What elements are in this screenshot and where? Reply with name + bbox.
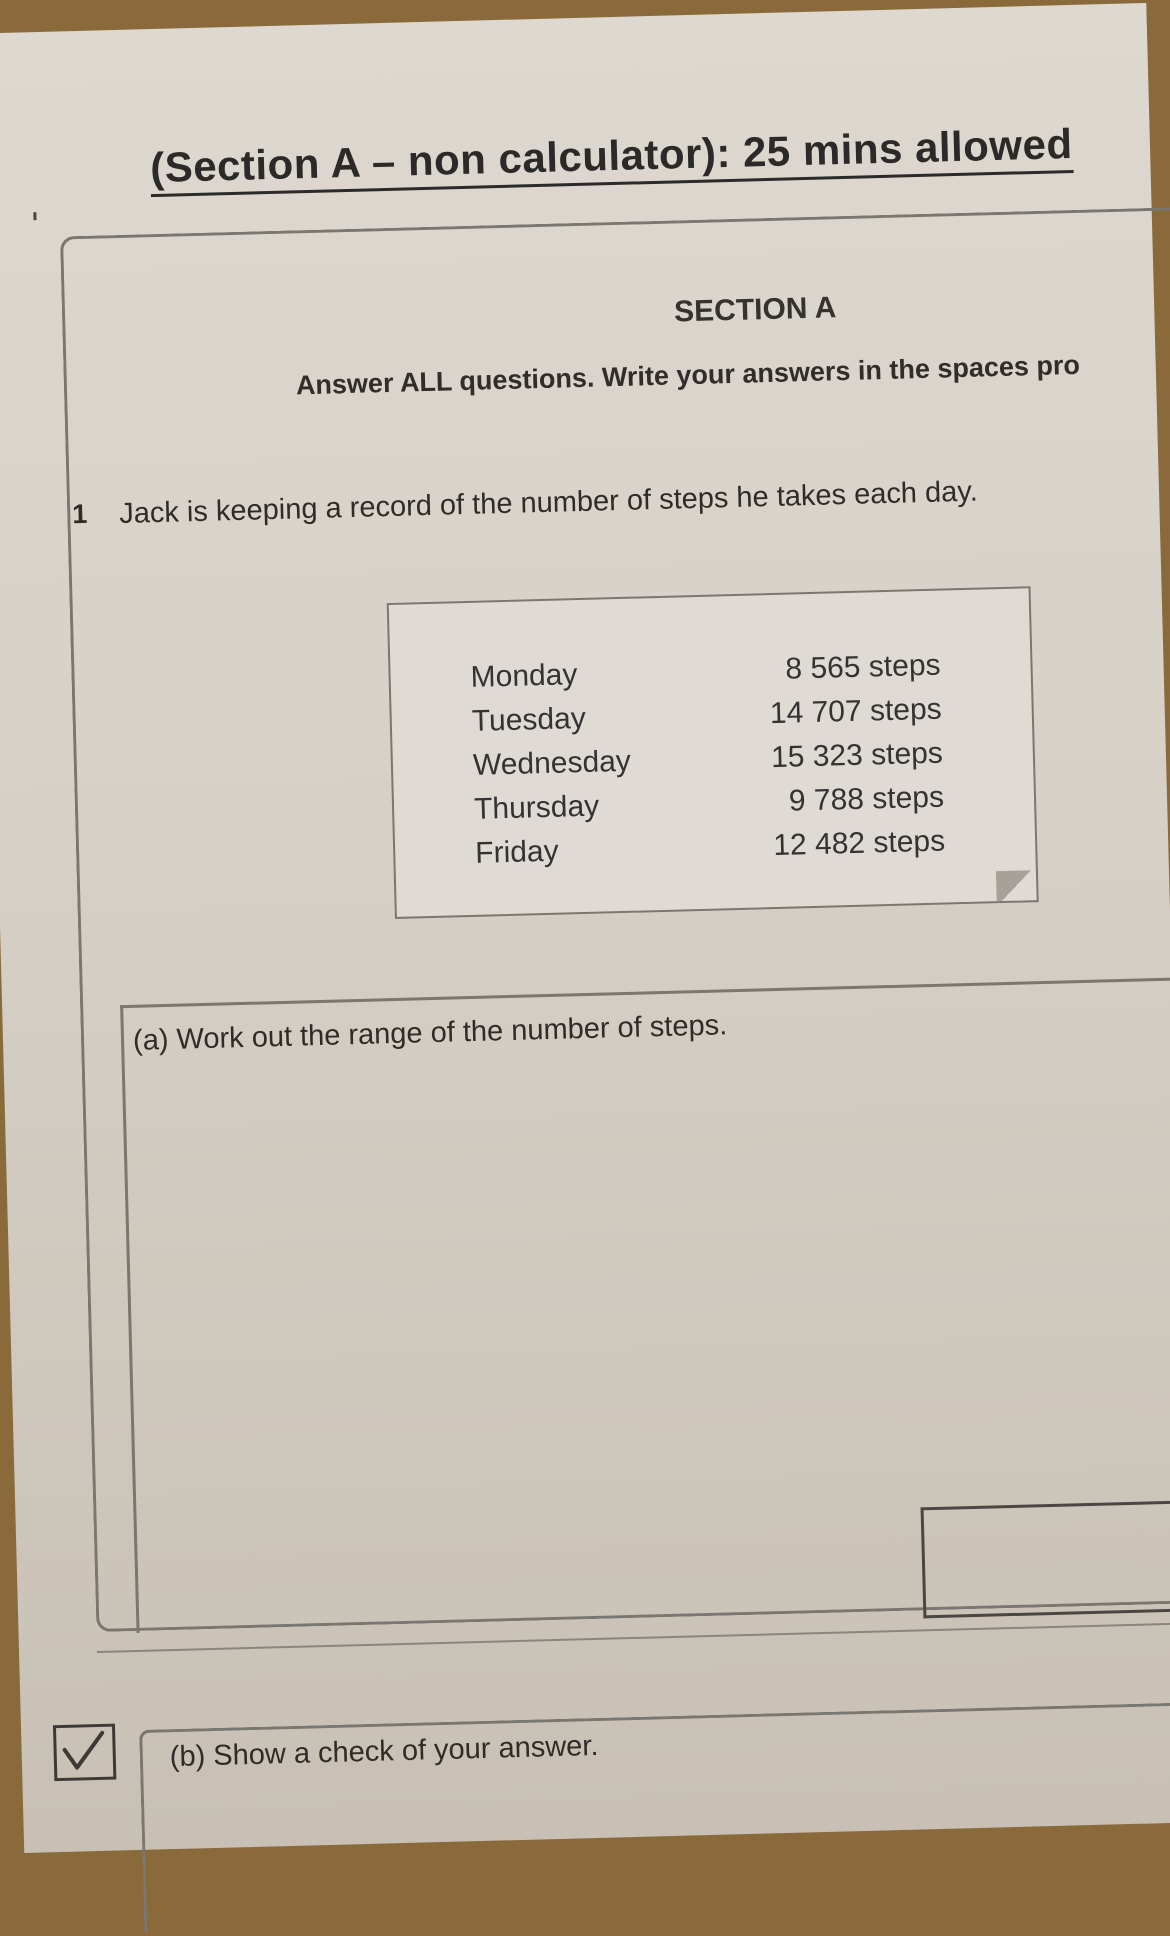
part-b-working-area[interactable] bbox=[139, 1701, 1170, 1933]
steps-count: 14 707 steps bbox=[769, 692, 943, 731]
question-number: 1 bbox=[71, 498, 88, 530]
part-b-prompt: (b) Show a check of your answer. bbox=[169, 1729, 599, 1774]
steps-count: 15 323 steps bbox=[770, 736, 944, 775]
question-text: Jack is keeping a record of the number of steps he takes each day. bbox=[118, 475, 979, 531]
exam-paper bbox=[0, 3, 1170, 1853]
day-label: Wednesday bbox=[472, 744, 632, 782]
steps-count: 8 565 steps bbox=[784, 648, 941, 686]
instructions-text: Answer ALL questions. Write your answers in the spaces pro bbox=[295, 349, 1081, 401]
part-a-answer-box[interactable] bbox=[921, 1500, 1170, 1619]
steps-count: 12 482 steps bbox=[772, 824, 946, 863]
check-icon bbox=[53, 1724, 116, 1782]
day-label: Friday bbox=[474, 834, 560, 870]
day-label: Monday bbox=[470, 658, 578, 694]
section-heading: SECTION A bbox=[673, 291, 837, 329]
steps-count: 9 788 steps bbox=[788, 780, 945, 818]
part-a-prompt: (a) Work out the range of the number of steps. bbox=[132, 1009, 728, 1057]
margin-mark bbox=[33, 212, 36, 220]
page-title: (Section A – non calculator): 25 mins allowed bbox=[150, 120, 1074, 197]
page-curl-icon bbox=[996, 870, 1037, 901]
day-label: Tuesday bbox=[471, 701, 587, 738]
steps-record-card bbox=[387, 586, 1039, 919]
day-label: Thursday bbox=[473, 789, 600, 826]
